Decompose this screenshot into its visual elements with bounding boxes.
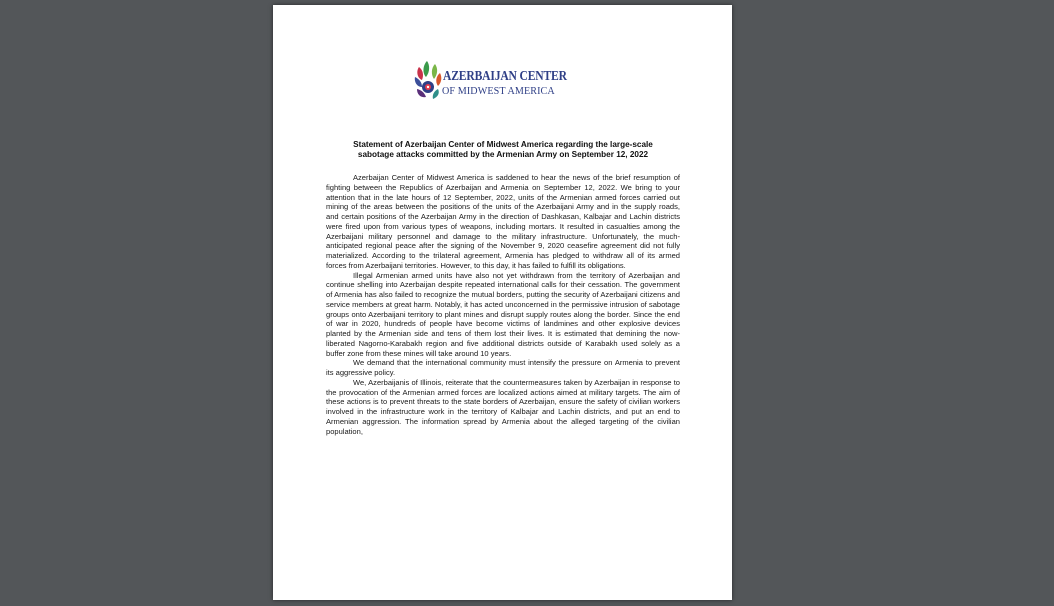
logo-text-line2: OF MIDWEST AMERICA	[442, 85, 555, 97]
document-title	[313, 140, 693, 160]
paragraph-2: Illegal Armenian armed units have also not yet withdrawn from the territory of Azerbaijan and continue shelling into Azerbaijan despite repeated international calls for their cessation. The government of Armenia has also failed to recognize the mutual borders, putting the security of Azerbaijani citizens and service members at great harm. Notably, it has acted unconcerned in the permissive intrusion of sabotage groups onto Azerbaijani territory to plant mines and disrupt supply routes along the border. Since the end of war in 2020, hundreds of people have become victims of landmines and other explosive devices planted by the Armenian side and tens of them lost their lives. It is estimated that demining the now-liberated Nagorno-Karabakh region and five additional districts outside of Karabakh used solely as a buffer zone from these mines will take around 10 years.	[326, 270, 680, 358]
organization-logo	[413, 55, 567, 115]
document-body	[326, 173, 680, 436]
document-page	[273, 5, 732, 600]
title-line-2: sabotage attacks committed by the Armenian Army on September 12, 2022	[357, 150, 649, 159]
paragraph-3: We demand that the international community must intensify the pressure on Armenia to prevent its aggressive policy.	[326, 358, 680, 377]
paragraph-4: We, Azerbaijanis of Illinois, reiterate that the countermeasures taken by Azerbaijan in response to the provocation of the Armenian armed forces are localized actions aimed at military targets. The aim of these actions is to prevent threats to the state borders of Azerbaijan, ensure the safety of civilian workers involved in the infrastructure work in the territory of Kalbajar and Lachin districts, and put an end to Armenian aggression. The information spread by Armenia about the alleged targeting of the civilian population,	[326, 377, 680, 436]
logo-text-line1: AZERBAIJAN CENTER	[443, 68, 567, 83]
title-line-1: Statement of Azerbaijan Center of Midwest America regarding the large-scale	[353, 140, 653, 149]
leaf-emblem-icon	[413, 55, 443, 115]
paragraph-1: Azerbaijan Center of Midwest America is saddened to hear the news of the brief resumption of fighting between the Republics of Azerbaijan and Armenia on September 12, 2022. We bring to your attention that in the late hours of 12 September, 2022, units of the Armenian armed forces carried out mining of the areas between the positions of the units of the Azerbaijani Army and in the supply roads, and certain positions of the Azerbaijan Army in the direction of Dashkasan, Kalbajar and Lachin districts were fired upon from various types of weapons, including mortars. It resulted in casualties among the Azerbaijani military personnel and damage to the military infrastructure. Unfortunately, the much-anticipated regional peace after the signing of the November 9, 2020 ceasefire agreement did not fully materialized. According to the trilateral agreement, Armenia has pledged to withdraw all of its armed forces from Azerbaijani territories. However, to this day, it has failed to fulfill its obligations.	[326, 173, 680, 270]
